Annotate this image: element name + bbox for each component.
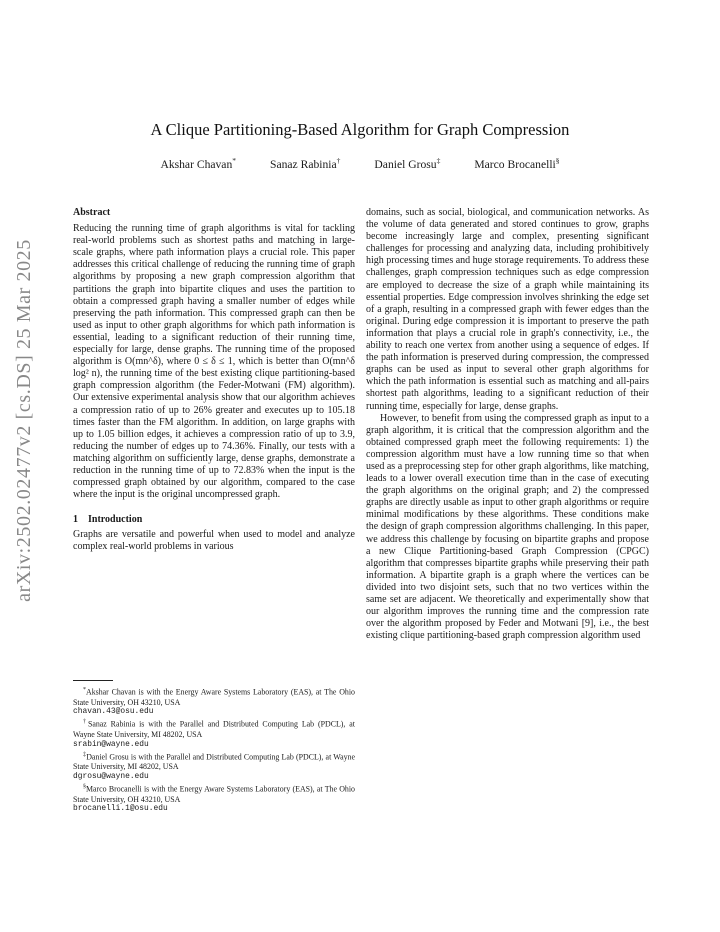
author: Sanaz Rabinia† bbox=[270, 156, 341, 171]
arxiv-identifier-text: arXiv:2502.02477v2 [cs.DS] 25 Mar 2025 bbox=[12, 238, 35, 602]
section-number: 1 bbox=[73, 514, 78, 526]
footnotes bbox=[73, 680, 355, 815]
footnote: §Marco Brocanelli is with the Energy Aware Systems Laboratory (EAS), at The Ohio State University, OH 43210, USA brocanelli.1@osu.edu bbox=[73, 784, 355, 814]
intro-paragraph-requirements: However, to benefit from using the compressed graph as input to a graph algorithm, it is critical that the compression algorithm and the obtained compressed graph meet the following requirements: 1) the compression algorithm must have a low running time so that when used as a preprocessing step for other graph algorithms, like matching, leads to a lower overall execution time than in the case of executing the graph algorithms on the original graph; and 2) the compressed graphs are directly usable as input to other graph algorithms or require minimal modifications by these algorithms. These conditions make the design of graph compression algorithms challenging. In this paper, we address this challenge by focusing on bipartite graphs and propose a new Clique Partitioning-based Graph Compression (CPGC) algorithm that compresses bipartite graphs while preserving their path information. A bipartite graph is a graph where the vertices can be divided into two disjoint sets, such that no two vertices within the same set are adjacent. We theoretically and experimentally show that our algorithm improves the running time and the compression rate over the algorithm proposed by Feder and Motwani [9], i.e., the best existing clique partitioning-based graph compression algorithm used bbox=[366, 412, 649, 642]
abstract-heading: Abstract bbox=[73, 207, 111, 218]
section-heading bbox=[73, 514, 355, 526]
author: Akshar Chavan* bbox=[160, 156, 237, 171]
abstract-text: Reducing the running time of graph algorithms is vital for tackling real-world problems such as shortest paths and matching in large-scale graphs, where path information plays a crucial role. This paper addresses this critical challenge of reducing the running time of graph algorithms by proposing a new graph compression algorithm that partitions the graph into bipartite cliques and uses the partition to obtain a compressed graph having a smaller number of edges while preserving the path information. This compressed graph can then be used as input to other graph algorithms for which path information is essential, leading to a significant reduction of their running time, especially for large, dense graphs. The running time of the proposed algorithm is O(mn^δ), where 0 ≤ δ ≤ 1, which is better than O(mn^δ log² n), the running time of the best existing clique partitioning-based graph compression algorithm (the Feder-Motwani (FM) algorithm). Our extensive experimental analysis show that our algorithm achieves a compression ratio of up to 26% greater and executes up to 105.18 times faster than the FM algorithm. In addition, on large graphs with up to 1.05 billion edges, it achieves a compression ratio of up to 3.9, reducing the number of edges up to 74.36%. Finally, our tests with a matching algorithm on sufficiently large, dense graphs, demonstrate a reduction in the running time of up to 72.83% when the input is the compressed graph obtained by our algorithm, compared to the case where the input is the original uncompressed graph. bbox=[73, 223, 355, 501]
footnote-rule bbox=[73, 680, 113, 681]
author: Marco Brocanelli§ bbox=[474, 156, 560, 171]
author: Daniel Grosu‡ bbox=[374, 156, 441, 171]
footnote: *Akshar Chavan is with the Energy Aware Systems Laboratory (EAS), at The Ohio State University, OH 43210, USA chavan.43@osu.edu bbox=[73, 687, 355, 717]
author-list bbox=[0, 156, 720, 171]
arxiv-identifier bbox=[4, 160, 44, 680]
author-email[interactable]: brocanelli.1@osu.edu bbox=[73, 804, 168, 814]
author-email[interactable]: dgrosu@wayne.edu bbox=[73, 772, 149, 782]
footnote: †Sanaz Rabinia is with the Parallel and Distributed Computing Lab (PDCL), at Wayne State University, MI 48202, USA srabin@wayne.edu bbox=[73, 719, 356, 749]
author-email[interactable]: chavan.43@osu.edu bbox=[73, 707, 154, 717]
intro-paragraph-continued: domains, such as social, biological, and communication networks. As the volume of data generated and stored continues to grow, graphs become increasingly large and complex, presenting significant challenges for processing and analyzing data, including prohibitively high processing times and huge storage requirements. To address these challenges, graph compression techniques such as edge compression are employed to decrease the size of a graph while maintaining its essential properties. Edge compression involves shrinking the edge set of a graph, resulting in a compressed graph with fewer edges than the original. During edge compression it is important to preserve the path information that plays a crucial role in graph's connectivity, i.e., the ability to reach one vertex from another using a sequence of edges. If the path information is preserved during compression, the compressed graphs can be used as input to several other graph algorithms for which the path information is essential such as matching and all-pairs shortest path algorithms, leading to a significant reduction of their running time, especially for large, dense graphs. bbox=[366, 207, 649, 412]
intro-paragraph-start: Graphs are versatile and powerful when used to model and analyze complex real-world problems in various bbox=[73, 529, 355, 553]
left-column bbox=[73, 207, 355, 554]
footnote: ‡Daniel Grosu is with the Parallel and Distributed Computing Lab (PDCL), at Wayne State University, MI 48202, USA dgrosu@wayne.edu bbox=[73, 751, 355, 782]
section-title: Introduction bbox=[88, 514, 143, 526]
author-email[interactable]: srabin@wayne.edu bbox=[73, 739, 149, 749]
paper-title: A Clique Partitioning-Based Algorithm for Graph Compression bbox=[150, 120, 570, 139]
right-column bbox=[366, 207, 649, 642]
